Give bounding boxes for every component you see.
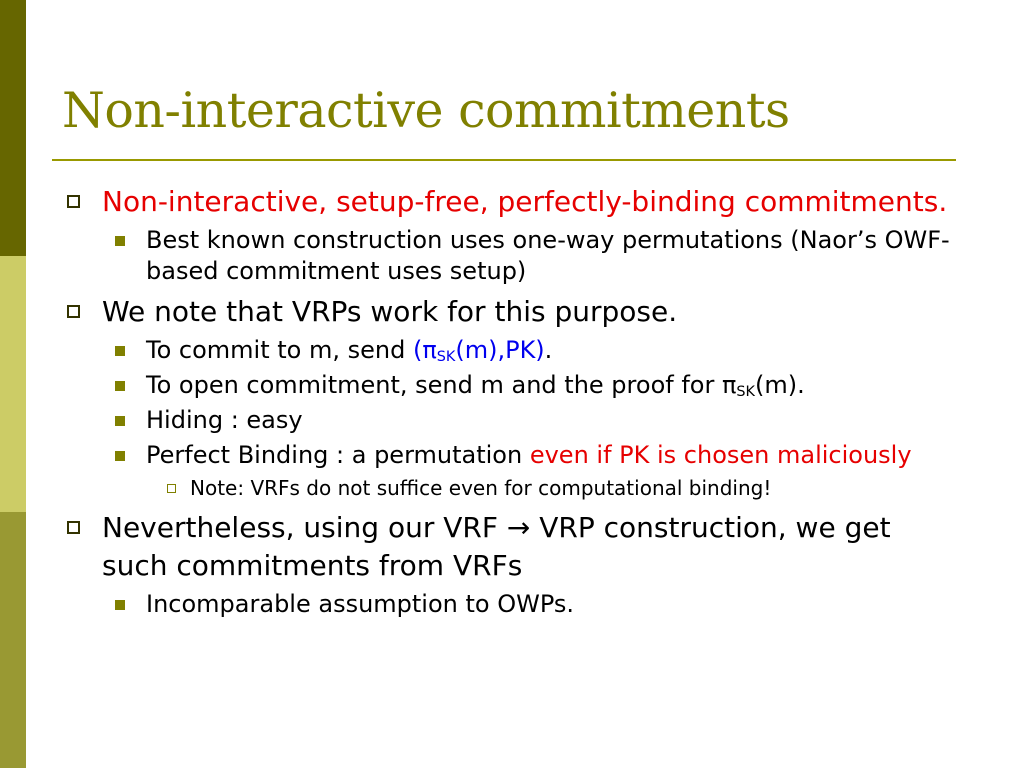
bullet-text: We note that VRPs work for this purpose. (102, 295, 678, 328)
hollow-square-bullet-icon (167, 484, 176, 493)
bullet-setup-free-commitments (64, 183, 964, 221)
filled-square-bullet-icon (115, 451, 125, 461)
bullet-text: Non-interactive, setup-free, perfectly-binding commitments. (102, 185, 948, 218)
sub-bullet-text: Incomparable assumption to OWPs. (146, 590, 575, 618)
bullet-text: Nevertheless, using our VRF (102, 511, 507, 544)
sub-bullet-text: Perfect Binding : a permutation (146, 441, 530, 469)
sub-sub-bullet-text: Note: VRFs do not suffice even for computational binding! (190, 476, 772, 500)
sub-bullet-text: To open commitment, send m and the proof for (146, 371, 722, 399)
sidebar-accent-middle (0, 256, 26, 512)
bullet-nevertheless: Nevertheless, using our VRF → VRP construction, we get such commitments from VRFs (64, 509, 964, 585)
sub-bullet-text: Hiding : easy (146, 406, 303, 434)
sub-bullet-open: To open commitment, send m and the proof for $\pi_{SK}(m)$. (64, 370, 964, 401)
filled-square-bullet-icon (115, 381, 125, 391)
hollow-square-bullet-icon (67, 195, 80, 208)
proof-symbol: π (721, 371, 737, 399)
bullet-vrps-work (64, 293, 964, 331)
hollow-square-bullet-icon (67, 521, 80, 534)
sub-bullet-incomparable (64, 589, 964, 620)
sub-sub-bullet-note (64, 473, 964, 503)
title-divider (52, 159, 956, 161)
sub-bullet-commit: To commit to m, send $(\pi_{SK}(m),PK)$. (64, 335, 964, 366)
commitment-formula: $(\pi_{SK}(m),PK)$ (412, 336, 545, 365)
hollow-square-bullet-icon (67, 305, 80, 318)
highlight-text: even if PK is chosen maliciously (529, 441, 912, 469)
filled-square-bullet-icon (115, 600, 125, 610)
filled-square-bullet-icon (115, 416, 125, 426)
sidebar-accent-top (0, 0, 26, 256)
sub-bullet-text: To commit to m, send (146, 336, 413, 364)
slide-title: Non-interactive commitments (62, 82, 790, 139)
filled-square-bullet-icon (115, 346, 125, 356)
slide-body (64, 183, 964, 620)
sub-bullet-hiding (64, 405, 964, 436)
right-arrow-icon: → (506, 511, 531, 544)
sub-bullet-perfect-binding (64, 440, 964, 471)
filled-square-bullet-icon (115, 236, 125, 246)
sub-bullet-best-known-construction (64, 225, 964, 287)
sidebar-accent-bottom (0, 512, 26, 768)
sub-bullet-text: Best known construction uses one-way permutations (Naor’s OWF-based commitment uses setup) (146, 226, 950, 285)
